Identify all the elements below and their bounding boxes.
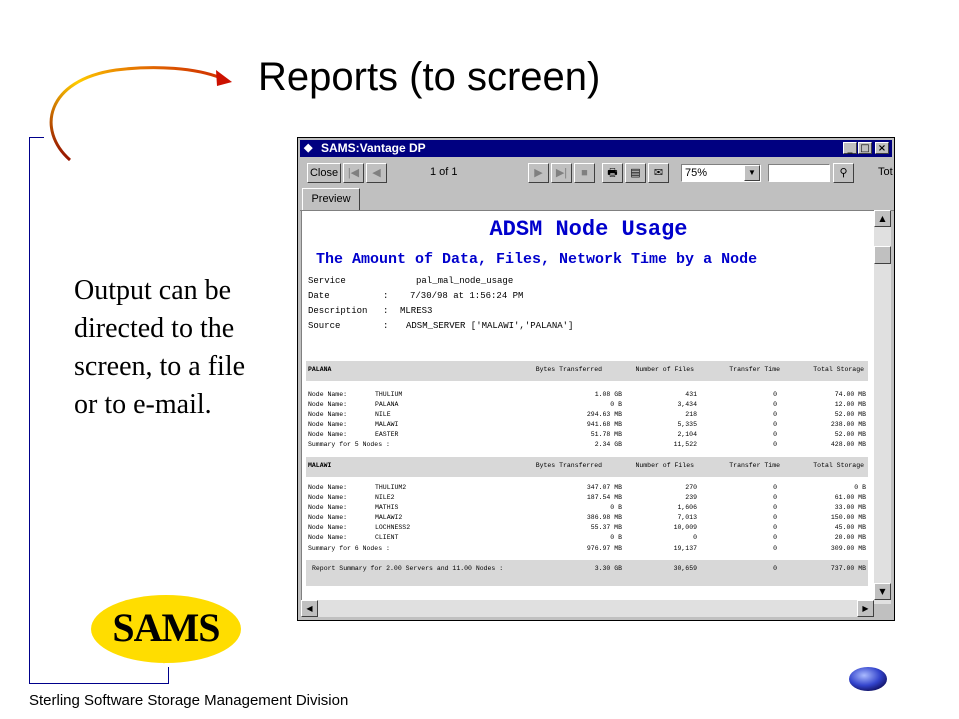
total-label: Tot bbox=[878, 166, 893, 178]
frame-line bbox=[168, 667, 169, 684]
column-header: Transfer Time bbox=[729, 366, 780, 373]
server-name: MALAWI bbox=[308, 462, 332, 469]
meta-value: pal_mal_node_usage bbox=[416, 276, 514, 286]
zoom-select[interactable]: 75% bbox=[681, 164, 761, 182]
horizontal-scrollbar[interactable] bbox=[301, 600, 874, 617]
meta-value: MLRES3 bbox=[400, 306, 433, 316]
column-header: Transfer Time bbox=[729, 462, 780, 469]
table-row: Node Name: PALANA 0 B 3,434 0 12.00 MB bbox=[308, 401, 866, 408]
column-header: Total Storage bbox=[813, 462, 864, 469]
maximize-button[interactable]: □ bbox=[858, 142, 872, 154]
mail-icon[interactable]: ✉ bbox=[648, 163, 669, 183]
server-name: PALANA bbox=[308, 366, 332, 373]
scroll-left-icon[interactable]: ◀ bbox=[301, 600, 318, 617]
print-icon[interactable]: 🖶 bbox=[602, 163, 623, 183]
footer-text: Sterling Software Storage Management Division bbox=[29, 692, 349, 709]
meta-label: Date bbox=[308, 291, 330, 301]
frame-line bbox=[29, 683, 168, 684]
report-window bbox=[297, 137, 895, 621]
table-row: Node Name: MALAWI 941.68 MB 5,335 0 238.00 MB bbox=[308, 421, 866, 428]
report-title: ADSM Node Usage bbox=[489, 217, 688, 242]
page-indicator: 1 of 1 bbox=[430, 166, 458, 178]
table-row: Node Name: MATHIS 0 B 1,606 0 33.00 MB bbox=[308, 504, 866, 511]
window-titlebar[interactable] bbox=[300, 140, 892, 157]
body-line: or to e-mail. bbox=[74, 389, 212, 420]
meta-label: Service bbox=[308, 276, 346, 286]
next-page-icon[interactable]: ▶ bbox=[528, 163, 549, 183]
meta-sep: : bbox=[383, 321, 389, 331]
close-button[interactable]: Close bbox=[307, 163, 341, 183]
first-page-icon[interactable]: |◀ bbox=[343, 163, 364, 183]
sams-logo bbox=[90, 592, 242, 664]
curved-arrow-icon bbox=[36, 60, 241, 165]
body-line: Output can be bbox=[74, 275, 232, 306]
report-page bbox=[301, 210, 874, 600]
column-header: Bytes Transferred bbox=[535, 366, 602, 373]
table-row: Node Name: CLIENT 0 B 0 0 20.00 MB bbox=[308, 534, 866, 541]
column-header: Total Storage bbox=[813, 366, 864, 373]
next-slide-icon[interactable] bbox=[848, 666, 888, 692]
meta-sep: : bbox=[383, 291, 389, 301]
table-row: Node Name: MALAWI2 386.98 MB 7,013 0 150.00 MB bbox=[308, 514, 866, 521]
export-icon[interactable]: ▤ bbox=[625, 163, 646, 183]
meta-value: 7/30/98 at 1:56:24 PM bbox=[410, 291, 524, 301]
tab-bar bbox=[300, 188, 894, 211]
meta-sep: : bbox=[383, 306, 389, 316]
tab-preview[interactable]: Preview bbox=[302, 188, 360, 210]
meta-label: Source bbox=[308, 321, 341, 331]
table-row: Node Name: NILE2 187.54 MB 239 0 61.00 MB bbox=[308, 494, 866, 501]
summary-row: Summary for 5 Nodes : 2.34 GB 11,522 0 428.00 MB bbox=[308, 441, 866, 448]
body-line: directed to the bbox=[74, 313, 235, 344]
slide-body-text bbox=[74, 272, 289, 424]
table-row: Node Name: NILE 294.63 MB 218 0 52.00 MB bbox=[308, 411, 866, 418]
window-title: SAMS:Vantage DP bbox=[321, 141, 426, 155]
scroll-thumb[interactable] bbox=[874, 246, 891, 264]
body-line: screen, to a file bbox=[74, 351, 246, 382]
scroll-right-icon[interactable]: ▶ bbox=[857, 600, 874, 617]
meta-label: Description bbox=[308, 306, 368, 316]
table-row: Node Name: LOCHNESS2 55.37 MB 10,009 0 45.00 MB bbox=[308, 524, 866, 531]
table-row: Node Name: THULIUM2 347.07 MB 270 0 0 B bbox=[308, 484, 866, 491]
table-row: Node Name: THULIUM 1.08 GB 431 0 74.00 MB bbox=[308, 391, 866, 398]
search-input[interactable] bbox=[768, 164, 830, 182]
table-row: Node Name: EASTER 51.78 MB 2,104 0 52.00 MB bbox=[308, 431, 866, 438]
report-subtitle: The Amount of Data, Files, Network Time by a Node bbox=[316, 251, 758, 268]
stop-icon[interactable]: ■ bbox=[574, 163, 595, 183]
scroll-up-icon[interactable]: ▲ bbox=[874, 210, 891, 227]
minimize-button[interactable]: _ bbox=[843, 142, 857, 154]
report-summary-row: Report Summary for 2.00 Servers and 11.00 Nodes : 3.30 GB 30,659 0 737.00 MB bbox=[312, 565, 866, 572]
last-page-icon[interactable]: ▶| bbox=[551, 163, 572, 183]
logo-text: SAMS bbox=[112, 605, 220, 650]
chevron-down-icon[interactable]: ▼ bbox=[744, 165, 760, 181]
preview-toolbar bbox=[300, 160, 894, 186]
prev-page-icon[interactable]: ◀ bbox=[366, 163, 387, 183]
frame-line bbox=[29, 137, 44, 138]
summary-row: Summary for 6 Nodes : 976.97 MB 19,137 0 309.00 MB bbox=[308, 545, 866, 552]
binoculars-icon[interactable]: ⚲ bbox=[833, 163, 854, 183]
column-header: Number of Files bbox=[635, 366, 694, 373]
slide-title: Reports (to screen) bbox=[258, 55, 601, 99]
vertical-scrollbar[interactable] bbox=[874, 210, 891, 604]
column-header: Bytes Transferred bbox=[535, 462, 602, 469]
close-window-button[interactable]: × bbox=[875, 142, 889, 154]
column-header: Number of Files bbox=[635, 462, 694, 469]
scroll-down-icon[interactable]: ▼ bbox=[874, 583, 891, 600]
meta-value: ADSM_SERVER ['MALAWI','PALANA'] bbox=[406, 321, 574, 331]
frame-line bbox=[29, 137, 30, 684]
app-icon: ◆ bbox=[304, 142, 313, 154]
